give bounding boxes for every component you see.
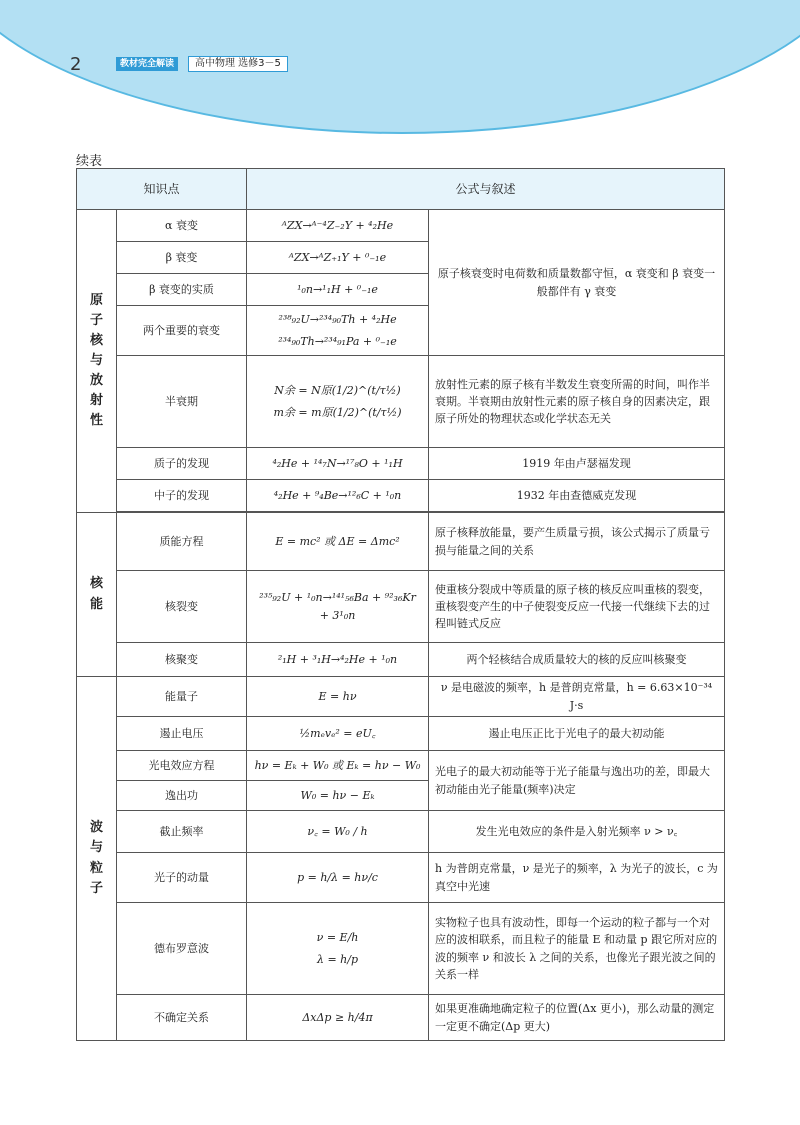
formula: E = hν	[247, 677, 429, 717]
formula: hν = Eₖ + W₀ 或 Eₖ = hν − W₀	[247, 751, 429, 781]
continued-label: 续表	[76, 154, 103, 169]
formula: ν꜀ = W₀ / h	[247, 811, 429, 853]
table-row	[77, 643, 725, 677]
topic: 逸出功	[117, 781, 247, 811]
description: 1932 年由查德威克发现	[429, 480, 725, 512]
description: 1919 年由卢瑟福发现	[429, 448, 725, 480]
table-row	[77, 513, 725, 571]
table-row	[77, 717, 725, 751]
table-row	[77, 210, 725, 242]
topic: 光子的动量	[117, 853, 247, 903]
topic: α 衰变	[117, 210, 247, 242]
table-row	[77, 751, 725, 781]
table-row	[77, 811, 725, 853]
formula: N余 = N原(1/2)^(t/τ½) m余 = m原(1/2)^(t/τ½)	[247, 356, 429, 448]
topic: 质子的发现	[117, 448, 247, 480]
description: 光电子的最大初动能等于光子能量与逸出功的差，即最大初动能由光子能量(频率)决定	[429, 751, 725, 811]
formula: ²³⁸₉₂U→²³⁴₉₀Th + ⁴₂He ²³⁴₉₀Th→²³⁴₉₁Pa + ⁰₋₁e	[247, 306, 429, 356]
topic: 核聚变	[117, 643, 247, 677]
table-row	[77, 903, 725, 995]
description: 原子核释放能量，要产生质量亏损，该公式揭示了质量亏损与能量之间的关系	[429, 513, 725, 571]
header-formula-description: 公式与叙述	[247, 169, 725, 210]
formula: ΔxΔp ≥ h/4π	[247, 995, 429, 1041]
table-row	[77, 677, 725, 717]
topic: 遏止电压	[117, 717, 247, 751]
section-label: 原子核与放射性	[77, 210, 117, 513]
table-header-row	[77, 169, 725, 210]
formula: ²₁H + ³₁H→⁴₂He + ¹₀n	[247, 643, 429, 677]
table-row	[77, 448, 725, 480]
topic: 半衰期	[117, 356, 247, 448]
formula: ⁴₂He + ¹⁴₇N→¹⁷₈O + ¹₁H	[247, 448, 429, 480]
description: 遏止电压正比于光电子的最大初动能	[429, 717, 725, 751]
header-knowledge-point: 知识点	[77, 169, 247, 210]
formula: ½mₑvₑ² = eU꜀	[247, 717, 429, 751]
topic: 能量子	[117, 677, 247, 717]
description: 发生光电效应的条件是入射光频率 ν > ν꜀	[429, 811, 725, 853]
series-tag: 教材完全解读	[116, 57, 178, 71]
topic: β 衰变	[117, 242, 247, 274]
topic: 中子的发现	[117, 480, 247, 512]
formula: E = mc² 或 ΔE = Δmc²	[247, 513, 429, 571]
section-label: 波与粒子	[77, 677, 117, 1041]
page-number: 2	[70, 54, 82, 75]
table-row	[77, 480, 725, 512]
topic: 德布罗意波	[117, 903, 247, 995]
topic: 截止频率	[117, 811, 247, 853]
topic: 质能方程	[117, 513, 247, 571]
table-row	[77, 571, 725, 643]
formula: ᴬZX→ᴬZ₊₁Y + ⁰₋₁e	[247, 242, 429, 274]
description: 两个轻核结合成质量较大的核的反应叫核聚变	[429, 643, 725, 677]
formula: ¹₀n→¹₁H + ⁰₋₁e	[247, 274, 429, 306]
formula: p = h/λ = hν/c	[247, 853, 429, 903]
description: ν 是电磁波的频率，h 是普朗克常量，h = 6.63×10⁻³⁴ J·s	[429, 677, 725, 717]
formula: ᴬZX→ᴬ⁻⁴Z₋₂Y + ⁴₂He	[247, 210, 429, 242]
formula: ²³⁵₉₂U + ¹₀n→¹⁴¹₅₆Ba + ⁹²₃₆Kr + 3¹₀n	[247, 571, 429, 643]
description: 实物粒子也具有波动性，即每一个运动的粒子都与一个对应的波相联系，而且粒子的能量 E 和动量 p 跟它所对应的波的频率 ν 和波长 λ 之间的关系，也像光子跟光波之间的关系一样	[429, 903, 725, 995]
topic: 核裂变	[117, 571, 247, 643]
description: 使重核分裂成中等质量的原子核的核反应叫重核的裂变，重核裂变产生的中子使裂变反应一代接一代继续下去的过程叫链式反应	[429, 571, 725, 643]
topic: β 衰变的实质	[117, 274, 247, 306]
knowledge-table	[76, 168, 725, 1041]
description: h 为普朗克常量，ν 是光子的频率，λ 为光子的波长，c 为真空中光速	[429, 853, 725, 903]
formula: ν = E/h λ = h/p	[247, 903, 429, 995]
table-row	[77, 853, 725, 903]
book-title: 高中物理 选修3－5	[188, 56, 288, 72]
topic: 不确定关系	[117, 995, 247, 1041]
description: 如果更准确地确定粒子的位置(Δx 更小)，那么动量的测定一定更不确定(Δp 更大)	[429, 995, 725, 1041]
table-row	[77, 356, 725, 448]
description: 放射性元素的原子核有半数发生衰变所需的时间，叫作半衰期。半衰期由放射性元素的原子核自身的因素决定，跟原子所处的物理状态或化学状态无关	[429, 356, 725, 448]
topic: 两个重要的衰变	[117, 306, 247, 356]
section-label: 核能	[77, 513, 117, 677]
formula: W₀ = hν − Eₖ	[247, 781, 429, 811]
description: 原子核衰变时电荷数和质量数都守恒，α 衰变和 β 衰变一般都伴有 γ 衰变	[429, 210, 725, 356]
topic: 光电效应方程	[117, 751, 247, 781]
formula: ⁴₂He + ⁹₄Be→¹²₆C + ¹₀n	[247, 480, 429, 512]
table-row	[77, 995, 725, 1041]
